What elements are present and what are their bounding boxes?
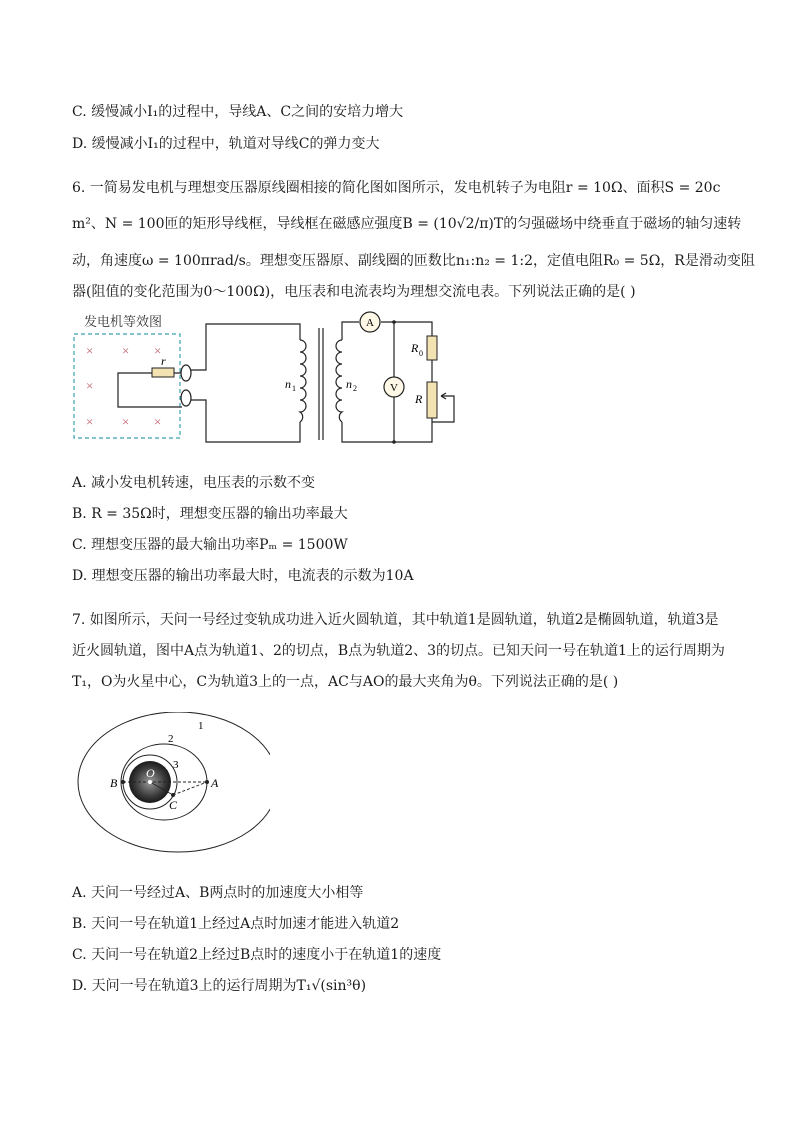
question-6-line-3: 动，角速度ω = 100πrad/s。理想变压器原、副线圈的匝数比n₁:n₂ = 1:2，定值电阻R₀ = 5Ω，R是滑动变阻 [72,253,755,269]
mars-orbits-figure [70,712,270,862]
option-6a: A. 减小发电机转速，电压表的示数不变 [72,475,316,491]
primary-turns-sub: 1 [292,384,296,393]
secondary-coil [336,340,342,422]
circuit-caption: 发电机等效图 [84,314,163,329]
field-cross: × [86,378,94,393]
slip-ring-bottom [181,390,191,406]
field-cross: × [122,343,130,358]
primary-coil [300,340,306,422]
field-cross: × [154,414,162,429]
orbit-3-label: 3 [173,759,179,771]
secondary-turns-sub: 2 [353,384,357,393]
question-6-line-2: m²、N = 100匝的矩形导线框，导线框在磁感应强度B = (10√2/π)T的匀强磁场中绕垂直于磁场的轴匀速转 [72,216,742,232]
field-cross: × [154,343,162,358]
field-cross: × [122,414,130,429]
label-c: C [169,798,178,812]
option-6c: C. 理想变压器的最大输出功率Pₘ = 1500W [72,537,348,553]
option-5d: D. 缓慢减小I₁的过程中，轨道对导线C的弹力变大 [72,136,380,152]
r0-sub: 0 [419,349,423,358]
question-6-line-1: 6. 一简易发电机与理想变压器原线圈相接的简化图如图所示，发电机转子为电阻r = 10Ω、面积S = 20c [72,180,721,196]
option-5c: C. 缓慢减小I₁的过程中，导线A、C之间的安培力增大 [72,104,404,120]
question-6-line-4: 器(阻值的变化范围为0～100Ω)，电压表和电流表均为理想交流电表。下列说法正确的是( ) [72,284,636,300]
point-b [121,780,125,784]
option-6b: B. R = 35Ω时，理想变压器的输出功率最大 [72,506,348,522]
question-7-line-3: T₁，O为火星中心，C为轨道3上的一点，AC与AO的最大夹角为θ。下列说法正确的是( ) [72,674,619,690]
primary-turns-label: n [285,377,291,391]
slip-ring-top [181,365,191,381]
question-7-line-1: 7. 如图所示，天问一号经过变轨成功进入近火圆轨道，其中轨道1是圆轨道，轨道2是椭圆轨道，轨道3是 [72,612,719,628]
ammeter-label: A [366,317,374,329]
field-cross: × [86,414,94,429]
orbit-1-label: 1 [198,720,204,732]
point-o [148,780,152,784]
r0-label: R [411,341,419,355]
label-o: O [146,766,155,780]
option-7b: B. 天问一号在轨道1上经过A点时加速才能进入轨道2 [72,916,400,932]
field-cross: × [86,343,94,358]
option-6d: D. 理想变压器的输出功率最大时，电流表的示数为10A [72,568,414,584]
secondary-turns-label: n [346,377,352,391]
generator-transformer-circuit-figure [70,310,470,450]
r-label: R [415,392,423,406]
voltmeter-label: V [390,382,398,394]
option-7d: D. 天问一号在轨道3上的运行周期为T₁√(sin³θ) [72,978,367,994]
rheostat-r [427,382,437,418]
rotor-resistor [152,368,174,377]
label-b: B [110,776,118,790]
orbit-2-label: 2 [168,733,174,745]
point-a [205,780,209,784]
option-7c: C. 天问一号在轨道2上经过B点时的速度小于在轨道1的速度 [72,947,442,963]
point-c [171,793,175,797]
fixed-resistor-r0 [427,336,437,360]
label-a: A [211,776,219,790]
option-7a: A. 天问一号经过A、B两点时的加速度大小相等 [72,885,364,901]
rotor-coil [118,373,182,407]
question-7-line-2: 近火圆轨道，图中A点为轨道1、2的切点，B点为轨道2、3的切点。已知天问一号在轨道1上的运行周期为 [72,643,725,659]
rotor-resistance-label: r [161,354,166,368]
